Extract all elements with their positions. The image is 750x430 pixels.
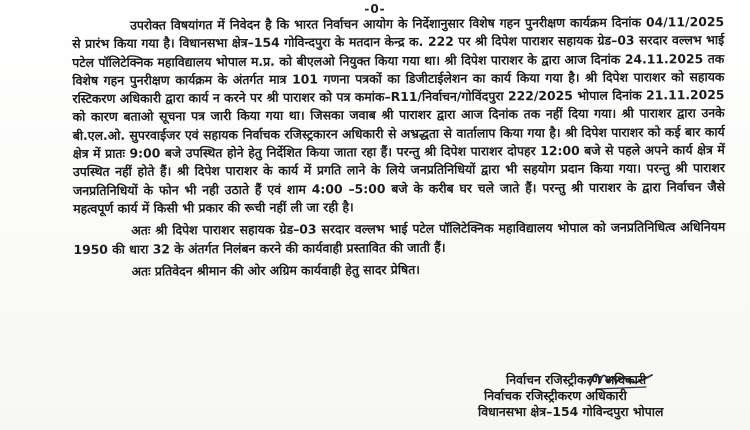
letter-body [72,13,726,285]
signatory-constituency: विधानसभा क्षेत्र–154 गोविन्दपुरा भोपाल [478,404,664,419]
paragraph-proposal: अतः श्री दिपेश पाराशर सहायक ग्रेड–03 सरदार वल्लभ भाई पटेल पॉलिटेक्निक महाविद्यालय भोपाल को जनप्रतिनिधित्व अधिनियम 1950 की धारा 32 के अंतर्गत निलंबन करने की कार्यवाही प्रस्तावित की जाती हैं। [73,219,726,257]
signature-block [478,372,738,420]
section-divider: -0- [364,2,386,16]
paragraph-closing: अतः प्रतिवेदन श्रीमान की ओर अग्रिम कार्यवाही हेतु सादर प्रेषित। [131,261,420,279]
paragraph-main: उपरोक्त विषयांगत में निवेदन है कि भारत निर्वाचन आयोग के निर्देशानुसार विशेष गहन पुनरीक्षण कार्यक्रम दिनांक 04/11/2025 से प्रारंभ किया गया है। विधानसभा क्षेत्र–154 गोविन्दपुरा के मतदान केन्द्र क. 222 पर श्री दिपेश पाराशर सहायक ग्रेड–03 सरदार वल्लभ भाई पटेल पॉलिटेक्निक महाविद्यालय भोपाल म.प्र. को बीएलओ नियुक्त किया गया था। श्री दिपेश पाराशर के द्वारा आज दिनांक 24.11.2025 तक विशेष गहन पुनरीक्षण कार्यक्रम के अंतर्गत मात्र 101 गणना पत्रकों का डिजीटाईलेशन का कार्य किया गया है। श्री दिपेश पाराशर को सहायक रस्टिकरण अधिकारी द्वारा कार्य न करने पर श्री पाराशर को पत्र कमांक–R11/निर्वाचन/गोविंदपुरा 222/2025 भोपाल दिनांक 21.11.2025 को कारण बताओ सूचना पत्र जारी किया गया था। जिसका जवाब श्री पाराशर द्वारा आज दिनांक तक नहीं दिया गया। श्री पाराशर द्वारा उनके बी.एल.ओ. सुपरवाईजर एवं सहायक निर्वाचक रजिस्ट्रकारन अधिकारी से अभ्रद्धता से वार्तालाप किया गया है। श्री दिपेश पाराशर को कई बार कार्य क्षेत्र में प्रातः 9:00 बजे उपस्थित होने हेतु निर्देशित किया जाता रहा हैं। परन्तु श्री दिपेश पाराशर दोपहर 12:00 बजे से पहले अपने कार्य क्षेत्र में उपस्थित नहीं होते हैं। श्री दिपेश पाराशर के कार्य में प्रगति लाने के लिये जनप्रतिनिधियों द्वारा भी सहयोग प्रदान किया गया। परन्तु श्री पाराशर जनप्रतिनिधियों के फोन भी नही उठाते हैं एवं शाम 4:00 –5:00 बजे के करीब घर चले जाते हैं। परन्तु श्री पाराशर के द्वारा निर्वाचन जैसे महत्वपूर्ण कार्य में किसी भी प्रकार की रूची नहीं ली जा रही है। [72,14,726,216]
signatory-designation: निर्वाचक रजिस्ट्रीकरण अधिकारी [484,388,627,403]
signatory-title: निर्वाचन रजिस्ट्रीकरण अधिकारी [506,372,647,387]
